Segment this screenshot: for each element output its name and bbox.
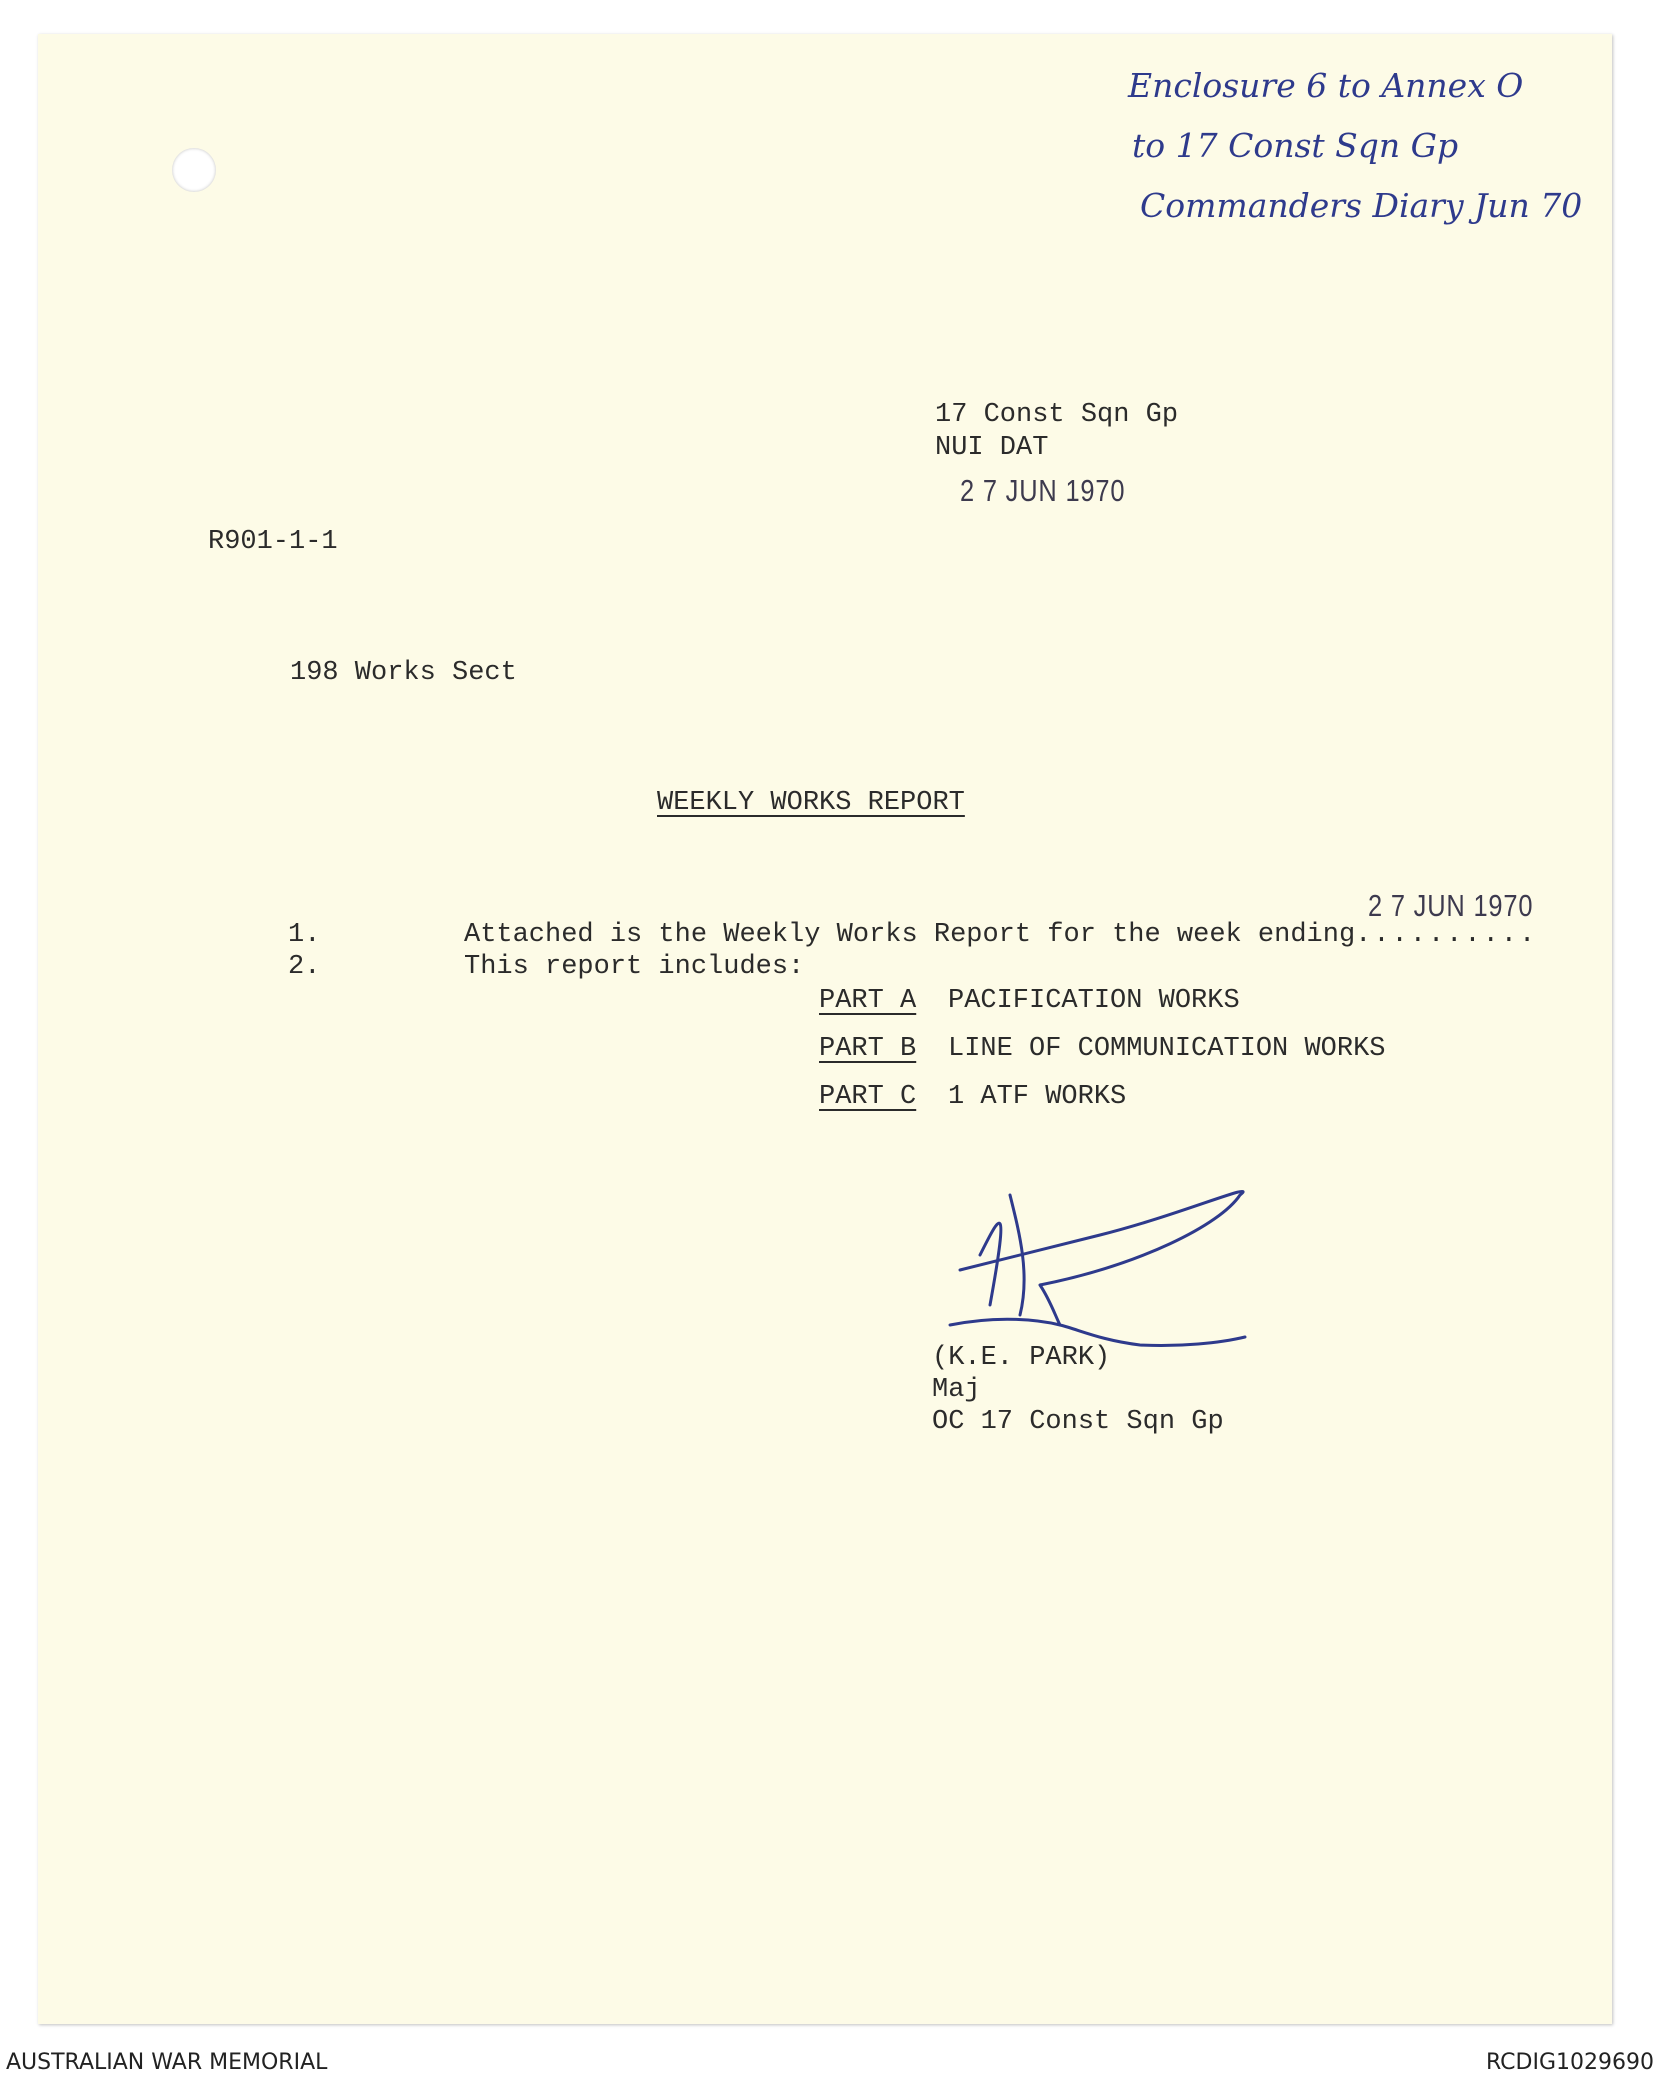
- handwritten-annotation-line1: Enclosure 6 to Annex O: [1128, 66, 1524, 105]
- document-page: [38, 34, 1612, 2024]
- signatory-appointment: OC 17 Const Sqn Gp: [932, 1407, 1224, 1437]
- part-b-description: LINE OF COMMUNICATION WORKS: [948, 1034, 1386, 1064]
- part-c-label: PART C: [819, 1082, 917, 1112]
- part-a-label: PART A: [819, 986, 917, 1016]
- part-b-label: PART B: [819, 1034, 917, 1064]
- footer-catalog-id: RCDIG1029690: [1485, 2050, 1654, 2075]
- signatory-rank: Maj: [932, 1375, 981, 1405]
- punch-hole: [172, 148, 216, 192]
- signatory-name: (K.E. PARK): [932, 1343, 1111, 1373]
- file-reference: R901-1-1: [208, 527, 338, 557]
- part-c-description: 1 ATF WORKS: [948, 1082, 1127, 1112]
- paragraph-2-text: This report includes:: [464, 952, 805, 982]
- handwritten-annotation-line2: to 17 Const Sqn Gp: [1132, 126, 1459, 165]
- part-a-description: PACIFICATION WORKS: [948, 986, 1240, 1016]
- date-stamp: 2 7 JUN 1970: [960, 473, 1126, 508]
- sender-unit: 17 Const Sqn Gp: [935, 400, 1179, 430]
- sender-location: NUI DAT: [935, 433, 1049, 463]
- paragraph-1-text: Attached is the Weekly Works Report for the week ending..........: [464, 920, 1538, 950]
- paragraph-number-1: 1.: [288, 920, 321, 950]
- addressee: 198 Works Sect: [290, 658, 517, 688]
- paragraph-number-2: 2.: [288, 952, 321, 982]
- paragraph-1-dots: ..........: [1355, 920, 1538, 950]
- handwritten-annotation-line3: Commanders Diary Jun 70: [1140, 186, 1583, 225]
- week-ending-stamp: 2 7 JUN 1970: [1368, 888, 1534, 923]
- document-title: WEEKLY WORKS REPORT: [657, 788, 965, 818]
- footer-source: AUSTRALIAN WAR MEMORIAL: [6, 2050, 328, 2075]
